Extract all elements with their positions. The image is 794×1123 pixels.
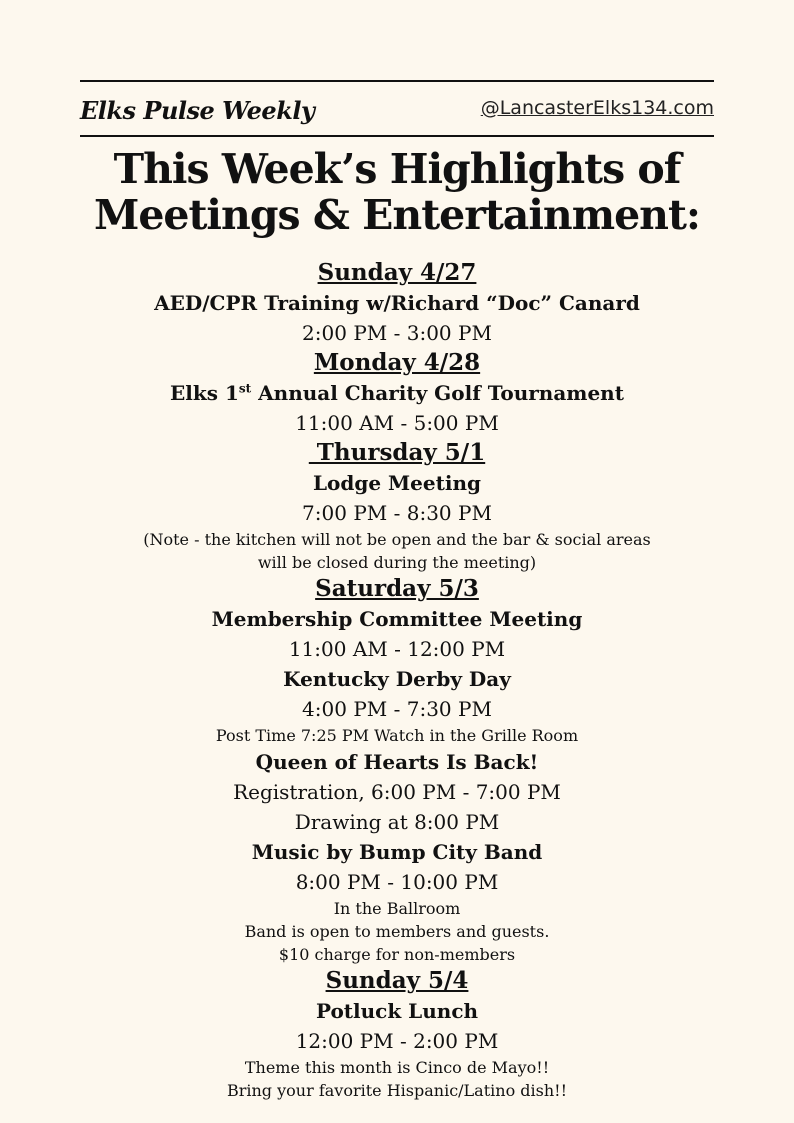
event-time: 8:00 PM - 10:00 PM: [295, 870, 499, 894]
event-note: $10 charge for non-members: [278, 945, 516, 964]
event-title: AED/CPR Training w/Richard “Doc” Canard: [154, 291, 640, 315]
top-rule: [80, 80, 714, 82]
event-time: 2:00 PM - 3:00 PM: [302, 321, 492, 345]
event-title-prefix: Elks 1: [170, 381, 239, 405]
schedule: [0, 258, 794, 1102]
event-title-suffix: Annual Charity Golf Tournament: [251, 381, 624, 405]
title-line-1: This Week’s Highlights of: [113, 145, 681, 193]
event-note: Post Time 7:25 PM Watch in the Grille Room: [215, 726, 579, 745]
event-time: 12:00 PM - 2:00 PM: [295, 1029, 499, 1053]
masthead-logo: Elks Pulse Weekly: [80, 96, 315, 125]
event-title: [0, 378, 794, 408]
event-note: In the Ballroom: [333, 899, 461, 918]
ordinal-suffix: st: [238, 381, 252, 396]
event-time: 4:00 PM - 7:30 PM: [302, 697, 492, 721]
event-time: Registration, 6:00 PM - 7:00 PM: [233, 780, 561, 804]
header-rule: [80, 135, 714, 137]
event-time: 11:00 AM - 5:00 PM: [295, 411, 499, 435]
day-heading: Thursday 5/1: [308, 439, 486, 466]
event-title: Music by Bump City Band: [251, 840, 543, 864]
event-time: 7:00 PM - 8:30 PM: [302, 501, 492, 525]
event-title: Queen of Hearts Is Back!: [255, 750, 539, 774]
event-note: Bring your favorite Hispanic/Latino dish!!: [226, 1081, 568, 1100]
event-title: Kentucky Derby Day: [283, 667, 511, 691]
event-note: will be closed during the meeting): [257, 553, 537, 572]
day-heading: Saturday 5/3: [315, 575, 479, 602]
event-note: Theme this month is Cinco de Mayo!!: [244, 1058, 550, 1077]
website-link[interactable]: @LancasterElks134.com: [480, 97, 714, 119]
day-heading: Sunday 5/4: [325, 967, 469, 994]
title-line-2: Meetings & Entertainment:: [93, 191, 701, 239]
event-title: Potluck Lunch: [315, 999, 479, 1023]
day-heading: Monday 4/28: [313, 349, 481, 376]
event-time: 11:00 AM - 12:00 PM: [288, 637, 506, 661]
page-title: [0, 146, 794, 238]
event-title: Lodge Meeting: [312, 471, 481, 495]
event-note: Band is open to members and guests.: [244, 922, 550, 941]
event-title: Membership Committee Meeting: [211, 607, 583, 631]
event-note: (Note - the kitchen will not be open and the bar & social areas: [143, 530, 651, 549]
day-heading: Sunday 4/27: [317, 259, 477, 286]
event-time: Drawing at 8:00 PM: [294, 810, 500, 834]
